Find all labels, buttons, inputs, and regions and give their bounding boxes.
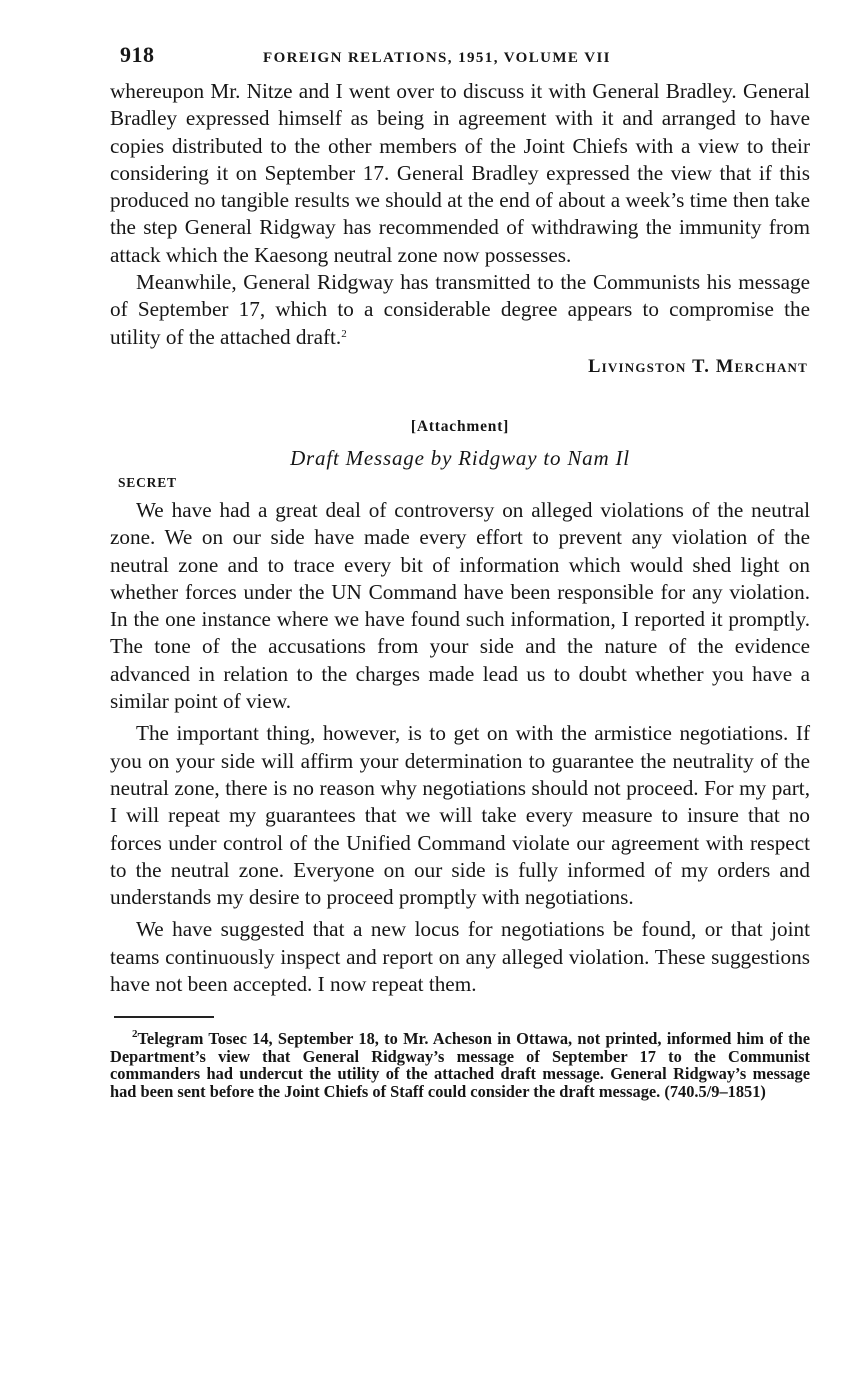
footnote-text: Telegram Tosec 14, September 18, to Mr. Acheson in Ottawa, not printed, informed him of the Department’s view that General Ridgway’s message of September 17 to the Communist commanders had undercut the utility of the attached draft message. General Ridgway’s message had been sent before the Joint Chiefs of Staff could consider the draft message. (740.5/9–1851) [110, 1029, 810, 1101]
attachment-paragraph: We have suggested that a new locus for negotiations be found, or that joint teams continuously inspect and report on any alleged violation. These suggestions have not been accepted. I now repeat them. [110, 917, 810, 997]
memo-paragraph-continued: whereupon Mr. Nitze and I went over to discuss it with General Bradley. General Bradley expressed himself as being in agreement with it and arranged to have copies distributed to the other members of the Joint Chiefs with a view to their considering it on September 17. General Bradley expressed the view that if this produced no tangible results we should at the end of about a week’s time then take the step General Ridgway has recommended of withdrawing the immunity from attack which the Kaesong neutral zone now possesses. [110, 79, 810, 267]
footnote-number: 2 [132, 1028, 138, 1041]
document-page [110, 38, 810, 1100]
attachment-title: Draft Message by Ridgway to Nam Il [290, 445, 630, 470]
memo-paragraph-text: Meanwhile, General Ridgway has transmitted to the Communists his message of September 17, which to a considerable degree appears to compromise the utility of the attached draft. [110, 270, 810, 349]
footnote-reference: 2 [341, 327, 347, 340]
footnote [110, 1030, 810, 1100]
attachment-paragraph: We have had a great deal of controversy on alleged violations of the neutral zone. We on our side have made every effort to prevent any violation of the neutral zone and to trace every bit of information which would shed light on whether forces under the UN Command have been responsible for any violation. In the one instance where we have found such information, I reported it promptly. The tone of the accusations from your side and the nature of the evidence advanced in relation to the charges made lead us to doubt whether you have a similar point of view. [110, 497, 810, 714]
running-head [110, 38, 810, 78]
signature: Livingston T. Merchant [588, 356, 808, 377]
classification-marking: SECRET [118, 474, 177, 490]
footnote-divider [114, 1016, 214, 1018]
attachment-label: [Attachment] [410, 417, 510, 435]
memo-paragraph [110, 269, 810, 351]
running-head-title: FOREIGN RELATIONS, 1951, VOLUME VII [263, 50, 611, 66]
attachment-paragraph: The important thing, however, is to get on with the armistice negotiations. If you on your side will affirm your determination to guarantee the neutrality of the neutral zone, there is no reason why negotiations should not proceed. For my part, I will repeat my guarantees that we will take every measure to insure that no forces under control of the Unified Command violate our agreement with respect to the neutral zone. Everyone on our side is fully informed of my orders and understands my desire to proceed promptly with negotiations. [110, 721, 810, 910]
page-number: 918 [120, 42, 155, 67]
